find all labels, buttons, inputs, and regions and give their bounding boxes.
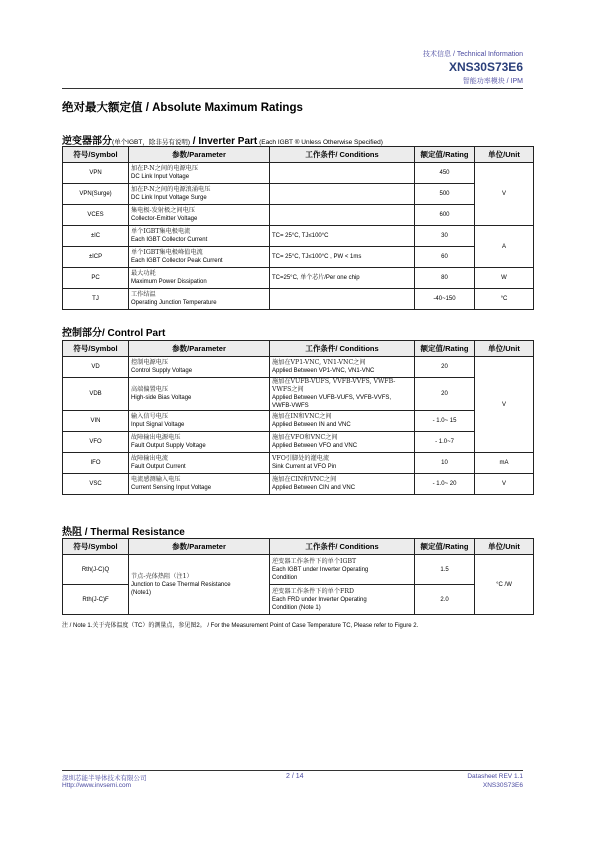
col-unit: 单位/Unit — [475, 539, 534, 555]
parameter-cell — [129, 357, 270, 378]
rating-cell: 450 — [415, 163, 475, 184]
rating-cell: 80 — [415, 268, 475, 289]
symbol-cell: Rth(J-C)Q — [63, 555, 129, 585]
condition-cell — [270, 432, 415, 453]
unit-cell: V — [475, 357, 534, 453]
footer-part-number: XNS30S73E6 — [482, 782, 523, 789]
footer-divider — [62, 770, 523, 771]
param-cn: 电流感测输入电压 — [131, 476, 181, 483]
header-category: 智能功率模块 / IPM — [462, 78, 523, 85]
unit-cell: W — [475, 268, 534, 289]
col-rating: 额定值/Rating — [415, 147, 475, 163]
inverter-title-en: / Inverter Part — [190, 136, 258, 147]
control-table — [62, 340, 534, 495]
parameter-cell — [129, 289, 270, 310]
rating-cell: 20 — [415, 378, 475, 411]
col-parameter: 参数/Parameter — [129, 341, 270, 357]
unit-cell: mA — [475, 453, 534, 474]
unit-cell: V — [475, 474, 534, 495]
col-symbol: 符号/Symbol — [63, 539, 129, 555]
page-title: 绝对最大额定值 / Absolute Maximum Ratings — [62, 102, 303, 114]
cond-en: Each FRD under Inverter Operating — [272, 596, 367, 603]
cond-en: Applied Between CIN and VNC — [272, 485, 356, 491]
col-rating: 额定值/Rating — [415, 539, 475, 555]
col-symbol: 符号/Symbol — [63, 147, 129, 163]
inverter-section-title — [62, 132, 383, 147]
table-header-row — [63, 147, 534, 163]
condition-cell — [270, 184, 415, 205]
symbol-cell: VPN — [63, 163, 129, 184]
condition-cell — [270, 357, 415, 378]
table-row — [63, 205, 534, 226]
inverter-table — [62, 146, 534, 310]
col-parameter: 参数/Parameter — [129, 539, 270, 555]
param-en: High-side Bias Voltage — [131, 395, 192, 401]
table-row — [63, 378, 534, 411]
param-en: Each IGBT Collector Peak Current — [131, 258, 223, 264]
header-tech-info: 技术信息 / Technical Information — [423, 51, 523, 58]
col-parameter: 参数/Parameter — [129, 147, 270, 163]
condition-cell — [270, 585, 415, 615]
inverter-title-en-note: (Each IGBT ® Unless Otherwise Specified) — [257, 139, 383, 146]
footer-company: 深圳芯能半导体技术有限公司 — [62, 775, 147, 782]
control-section-title: 控制部分/ Control Part — [62, 328, 166, 339]
table-row — [63, 357, 534, 378]
unit-cell: °C — [475, 289, 534, 310]
cond-en-cont: Condition — [272, 574, 298, 581]
rating-cell: 1.5 — [415, 555, 475, 585]
parameter-cell — [129, 247, 270, 268]
symbol-cell: VD — [63, 357, 129, 378]
symbol-cell: Rth(J-C)F — [63, 585, 129, 615]
col-conditions: 工作条件/ Conditions — [270, 539, 415, 555]
parameter-cell — [129, 453, 270, 474]
parameter-cell — [129, 411, 270, 432]
param-en: Control Supply Voltage — [131, 368, 193, 374]
col-conditions: 工作条件/ Conditions — [270, 341, 415, 357]
thermal-section-title: 热阻 / Thermal Resistance — [62, 527, 185, 538]
rating-cell: 2.0 — [415, 585, 475, 615]
symbol-cell: ±ICP — [63, 247, 129, 268]
rating-cell: 600 — [415, 205, 475, 226]
unit-cell: A — [475, 226, 534, 268]
param-en: Current Sensing Input Voltage — [131, 485, 212, 491]
rating-cell: - 1.0~7 — [415, 432, 475, 453]
header-part-number: XNS30S73E6 — [448, 60, 523, 74]
param-cn: 加在P-N之间的电源电压 — [131, 165, 199, 172]
param-cn: 输入信号电压 — [131, 413, 169, 420]
parameter-cell — [129, 555, 270, 615]
table-row — [63, 184, 534, 205]
param-en: Fault Output Current — [131, 464, 186, 470]
cond-en: Sink Current at VFO Pin — [272, 464, 337, 470]
symbol-cell: VCES — [63, 205, 129, 226]
cond-en: Applied Between VUFB-VUFS, VVFB-VVFS, — [272, 395, 392, 401]
footer-page-number: 2 / 14 — [286, 773, 304, 780]
cond-cn: 逆变器工作条件下的单个IGBT — [272, 557, 357, 565]
condition-cell — [270, 411, 415, 432]
parameter-cell — [129, 226, 270, 247]
col-unit: 单位/Unit — [475, 147, 534, 163]
param-en: Fault Output Supply Voltage — [131, 443, 206, 449]
param-en: Each IGBT Collector Current — [131, 237, 208, 243]
rating-cell: - 1.0~ 15 — [415, 411, 475, 432]
param-en: Collector-Emitter Voltage — [131, 216, 198, 222]
param-cn: 节点-壳体热阻（注1） — [131, 572, 193, 580]
rating-cell: - 1.0~ 20 — [415, 474, 475, 495]
cond-cn: 施加在VFO和VNC之间 — [272, 434, 338, 441]
cond-en: Applied Between VP1-VNC, VN1-VNC — [272, 368, 375, 374]
table-row — [63, 432, 534, 453]
symbol-cell: IFO — [63, 453, 129, 474]
table-row — [63, 555, 534, 585]
symbol-cell: ±IC — [63, 226, 129, 247]
param-cn: 高端偏置电压 — [131, 386, 169, 393]
footnote: 注 / Note 1.关于壳体温度（TC）的测量点，参见图2。 / For the Measurement Point of Case Temperature TC, Please refer to Figure 2. — [62, 623, 419, 629]
col-conditions: 工作条件/ Conditions — [270, 147, 415, 163]
footer-url-link[interactable]: Http://www.invsemi.com — [62, 782, 131, 789]
symbol-cell: VFO — [63, 432, 129, 453]
symbol-cell: TJ — [63, 289, 129, 310]
table-row — [63, 474, 534, 495]
header-divider — [62, 88, 523, 89]
param-en: Input Signal Voltage — [131, 422, 185, 428]
cond-cn: 施加在IN和VNC之间 — [272, 413, 332, 420]
condition-cell — [270, 378, 415, 411]
table-header-row — [63, 341, 534, 357]
parameter-cell — [129, 163, 270, 184]
cond-cn: 施加在CIN和VNC之间 — [272, 476, 337, 483]
rating-cell: 60 — [415, 247, 475, 268]
param-cn: 单个IGBT集电极电流 — [131, 228, 191, 235]
symbol-cell: VPN(Surge) — [63, 184, 129, 205]
condition-cell: TC= 25°C, TJ≤100°C — [270, 226, 415, 247]
condition-cell — [270, 289, 415, 310]
param-cn: 控制电源电压 — [131, 359, 169, 366]
table-row — [63, 268, 534, 289]
param-cn: 故障输出电流 — [131, 455, 169, 462]
param-cn: 故障输出电源电压 — [131, 434, 181, 441]
table-row — [63, 247, 534, 268]
col-rating: 额定值/Rating — [415, 341, 475, 357]
parameter-cell — [129, 205, 270, 226]
rating-cell: 30 — [415, 226, 475, 247]
parameter-cell — [129, 184, 270, 205]
inverter-title-note: (单个IGBT，除非另有说明) — [112, 139, 190, 146]
param-en: DC Link Input Voltage Surge — [131, 195, 207, 201]
param-en: Operating Junction Temperature — [131, 300, 217, 306]
rating-cell: 20 — [415, 357, 475, 378]
table-row — [63, 453, 534, 474]
condition-cell — [270, 555, 415, 585]
col-symbol: 符号/Symbol — [63, 341, 129, 357]
cond-en: Applied Between IN and VNC — [272, 422, 351, 428]
condition-cell: TC=25°C, 单个芯片/Per one chip — [270, 268, 415, 289]
thermal-table — [62, 538, 534, 615]
cond-cn: 施加在VP1-VNC, VN1-VNC之间 — [272, 359, 366, 366]
param-cn: 最大功耗 — [131, 270, 156, 277]
table-row — [63, 226, 534, 247]
param-en: DC Link Input Voltage — [131, 174, 190, 180]
table-row — [63, 289, 534, 310]
param-cn: 加在P-N之间的电源浪涌电压 — [131, 186, 211, 193]
condition-cell — [270, 474, 415, 495]
symbol-cell: VDB — [63, 378, 129, 411]
rating-cell: 10 — [415, 453, 475, 474]
param-note: (Note1) — [131, 589, 152, 596]
cond-cn: 施加在VUFB-VUFS, VVFB-VVFS, VWFB-VWFS之间 — [272, 378, 396, 393]
footer-revision: Datasheet REV 1.1 — [467, 773, 523, 780]
param-en: Junction to Case Thermal Resistance — [131, 581, 231, 588]
table-row — [63, 163, 534, 184]
cond-en-cont: VWFB-VWFS — [272, 403, 309, 409]
rating-cell: -40~150 — [415, 289, 475, 310]
parameter-cell — [129, 378, 270, 411]
condition-cell: TC= 25°C, TJ≤100°C , PW < 1ms — [270, 247, 415, 268]
parameter-cell — [129, 474, 270, 495]
param-cn: 工作结温 — [131, 291, 156, 298]
cond-cn: VFO引脚处的灌电流 — [272, 455, 330, 462]
table-row — [63, 411, 534, 432]
symbol-cell: VSC — [63, 474, 129, 495]
table-header-row — [63, 539, 534, 555]
inverter-title-cn: 逆变器部分 — [62, 136, 112, 147]
parameter-cell — [129, 268, 270, 289]
parameter-cell — [129, 432, 270, 453]
unit-cell: V — [475, 163, 534, 226]
unit-cell: °C /W — [475, 555, 534, 615]
cond-en: Each IGBT under Inverter Operating — [272, 566, 369, 573]
symbol-cell: PC — [63, 268, 129, 289]
symbol-cell: VIN — [63, 411, 129, 432]
col-unit: 单位/Unit — [475, 341, 534, 357]
condition-cell — [270, 163, 415, 184]
param-cn: 集电极-发射极之间电压 — [131, 207, 195, 214]
cond-en: Applied Between VFO and VNC — [272, 443, 358, 449]
param-cn: 单个IGBT集电极峰值电流 — [131, 249, 203, 256]
condition-cell — [270, 205, 415, 226]
condition-cell — [270, 453, 415, 474]
cond-en-cont: Condition (Note 1) — [272, 604, 321, 611]
cond-cn: 逆变器工作条件下的单个FRD — [272, 587, 354, 595]
param-en: Maximum Power Dissipation — [131, 279, 207, 285]
rating-cell: 500 — [415, 184, 475, 205]
